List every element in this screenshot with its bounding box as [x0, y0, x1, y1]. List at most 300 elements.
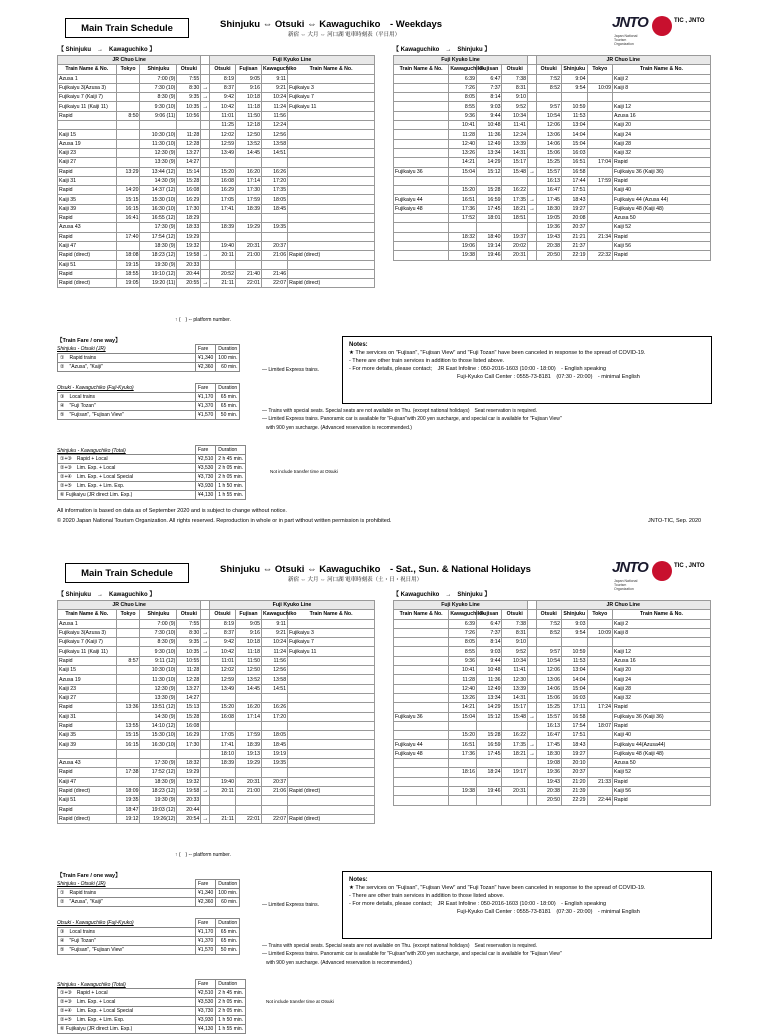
table-cell [209, 158, 235, 167]
table-cell: 17:45 [536, 195, 562, 204]
table-cell: 17:05 [209, 731, 235, 740]
footer-line-1: All information is based on data as of September 2020 and is subject to change without notice. [57, 508, 287, 514]
column-header-row [58, 65, 375, 74]
table-cell: 14:45 [235, 148, 261, 157]
table-cell: Kaiji 35 [58, 195, 117, 204]
platform-note: ↑ ( ) -- platform number. [175, 317, 231, 323]
table-cell [262, 158, 288, 167]
table-cell [116, 628, 140, 637]
fare-duration: 100 min. [216, 889, 240, 898]
column-header: Train Name & No. [613, 65, 711, 74]
table-cell [288, 796, 375, 805]
table-cell [536, 93, 562, 102]
table-cell [587, 749, 613, 758]
table-cell: 11:01 [209, 111, 235, 120]
table-cell: 17:59 [235, 195, 261, 204]
table-cell: 19:05 [536, 214, 562, 223]
fare-row [58, 482, 246, 491]
column-header: Tokyo [587, 610, 613, 619]
column-header [528, 65, 537, 74]
table-cell: Kaiji 15 [58, 130, 117, 139]
column-header: Otsuki [502, 610, 528, 619]
table-cell [476, 223, 502, 232]
table-cell: 19:08 [536, 759, 562, 768]
table-cell [235, 214, 261, 223]
table-cell: 9:54 [562, 83, 588, 92]
table-cell: 17:35 [262, 186, 288, 195]
table-cell: Kaiji 2 [613, 619, 711, 628]
table-cell: Rapid [58, 768, 117, 777]
table-cell [394, 232, 449, 241]
transfer-arrow-icon: → [529, 741, 535, 748]
column-header: Otsuki [177, 65, 201, 74]
table-cell: 18:30 [536, 204, 562, 213]
table-cell: 17:52 [449, 214, 477, 223]
table-cell [528, 666, 537, 675]
fare-header-row [58, 919, 240, 928]
table-cell: 15:17 [502, 158, 528, 167]
table-cell: 13:30 (9) [140, 693, 177, 702]
table-cell [116, 121, 140, 130]
table-cell [394, 83, 449, 92]
table-cell: 6:39 [449, 619, 477, 628]
weekday-down-table [57, 55, 375, 288]
jnto-wordmark: JNTO [612, 14, 648, 31]
table-cell: 16:26 [262, 167, 288, 176]
table-cell: 12:40 [449, 139, 477, 148]
fare-header: Fare [196, 384, 216, 393]
table-cell [613, 93, 711, 102]
fare-amount: ¥1,340 [196, 354, 216, 363]
table-cell: 18:39 [209, 223, 235, 232]
table-cell [201, 214, 210, 223]
table-cell [528, 721, 537, 730]
fuji-line-header: Fuji Kyuko Line [394, 56, 528, 65]
tic-logo-icon-2 [652, 561, 672, 581]
table-cell: 15:06 [536, 693, 562, 702]
table-cell: Rapid [613, 796, 711, 805]
table-row [58, 768, 375, 777]
table-cell: Rapid (direct) [288, 251, 375, 260]
table-cell: 10:41 [449, 121, 477, 130]
table-cell: 10:41 [449, 666, 477, 675]
fuji-line-header: Fuji Kyuko Line [209, 56, 374, 65]
table-cell: Fujikaiyu 11 (Kaiji 11) [58, 647, 117, 656]
table-cell [587, 768, 613, 777]
fare-amount: ¥1,370 [196, 402, 216, 411]
table-cell: 19:13 [235, 749, 261, 758]
table-cell: 15:04 [562, 139, 588, 148]
table-cell: 9:57 [536, 102, 562, 111]
table-cell: 8:05 [449, 638, 477, 647]
table-cell: 16:03 [562, 148, 588, 157]
table-cell [235, 796, 261, 805]
table-cell: 11:28 [449, 130, 477, 139]
table-row [58, 628, 375, 637]
table-cell: Rapid [58, 805, 117, 814]
table-cell: 19:46 [476, 786, 502, 795]
table-cell [201, 759, 210, 768]
table-cell [449, 759, 477, 768]
transfer-arrow-icon: → [202, 94, 209, 101]
table-cell: 18:40 [476, 232, 502, 241]
table-cell [476, 777, 502, 786]
table-cell: 9:57 [536, 647, 562, 656]
transfer-note-2: Not include transfer time at Otsuki [266, 999, 334, 1004]
table-cell [201, 176, 210, 185]
table-cell [262, 768, 288, 777]
notes-line-3: - For more details, please contact; JR East Infoline : 050-2016-1603 (10:00 - 18:00) - English speaking [349, 366, 607, 372]
table-row [58, 638, 375, 647]
table-row [58, 703, 375, 712]
table-cell: 14:20 [116, 186, 140, 195]
table-cell [528, 647, 537, 656]
table-cell: 16:08 [177, 721, 201, 730]
table-cell: 12:49 [476, 684, 502, 693]
table-cell [528, 121, 537, 130]
table-cell [201, 74, 210, 83]
table-cell: Rapid [58, 214, 117, 223]
table-cell [613, 638, 711, 647]
table-cell [587, 93, 613, 102]
table-cell: 11:50 [235, 656, 261, 665]
table-cell: Fujikaiyu 7 (Kaiji 7) [58, 93, 117, 102]
table-cell: 19:12 [116, 814, 140, 823]
table-cell [201, 186, 210, 195]
table-cell: 16:51 [449, 740, 477, 749]
fare-row [58, 946, 240, 955]
table-row [394, 693, 711, 702]
table-cell [587, 204, 613, 213]
table-row [58, 740, 375, 749]
table-cell [587, 102, 613, 111]
table-cell: 20:55 [177, 279, 201, 288]
table-cell: Kaiji 27 [58, 158, 117, 167]
table-cell [288, 158, 375, 167]
table-cell: Kaiji 12 [613, 647, 711, 656]
table-cell: Kaiji 39 [58, 204, 117, 213]
table-cell: 11:56 [262, 111, 288, 120]
tic-label-2: TIC , JNTO [674, 563, 705, 569]
transfer-arrow-icon: → [529, 713, 535, 720]
table-cell: Rapid (direct) [288, 814, 375, 823]
table-cell: 15:57 [536, 167, 562, 176]
table-cell [528, 214, 537, 223]
table-cell: 18:30 [536, 749, 562, 758]
table-cell: 21:06 [262, 251, 288, 260]
fare-row [58, 491, 246, 500]
table-cell [394, 130, 449, 139]
table-cell: 10:30 (10) [140, 666, 177, 675]
table-cell: Kaiji 52 [613, 768, 711, 777]
table-cell: 19:06 [449, 241, 477, 250]
table-cell [209, 693, 235, 702]
table-cell [116, 749, 140, 758]
table-row [58, 647, 375, 656]
table-cell [394, 74, 449, 83]
jr-line-header: JR Chuo Line [58, 56, 201, 65]
table-cell: Fujikaiyu 3(Azusa 3) [58, 628, 117, 637]
fare-sub-total: Shinjuku - Kawaguchiko (Total) [57, 448, 126, 454]
table-cell: Kaiji 23 [58, 148, 117, 157]
table-row [58, 121, 375, 130]
table-cell: 20:37 [562, 223, 588, 232]
column-header: Otsuki [536, 65, 562, 74]
table-cell: 17:14 [235, 176, 261, 185]
table-cell: 11:30 (10) [140, 139, 177, 148]
table-cell: Fujikaiyu 7 (Kaiji 7) [58, 638, 117, 647]
fare-row [58, 898, 240, 907]
table-cell [587, 684, 613, 693]
column-header: Otsuki [177, 610, 201, 619]
column-header: Train Name & No. [288, 610, 375, 619]
table-cell: 8:30 [177, 628, 201, 637]
table-cell: 15:30 (10) [140, 195, 177, 204]
table-cell: 20:37 [562, 768, 588, 777]
duration-header: Duration [216, 919, 240, 928]
footer-credit: JNTO-TIC, Sep. 2020 [648, 518, 702, 524]
table-cell [528, 693, 537, 702]
table-cell [587, 666, 613, 675]
table-cell: Rapid [58, 269, 117, 278]
transfer-note: Not include transfer time at Otsuki [270, 469, 338, 474]
table-cell: 7:26 [449, 83, 477, 92]
tic-label: TIC , JNTO [674, 18, 705, 24]
table-cell: 19:19 [262, 749, 288, 758]
table-row [58, 111, 375, 120]
table-cell: 18:21 [502, 204, 528, 213]
fare-route: ②+③ Lim. Exp. + Local [58, 464, 196, 473]
table-cell [587, 656, 613, 665]
table-row [58, 139, 375, 148]
table-cell [177, 121, 201, 130]
table-cell: 8:52 [536, 83, 562, 92]
transfer-arrow-icon: → [529, 196, 535, 203]
fare-amount: ¥1,340 [196, 889, 216, 898]
table-cell: 10:35 [177, 102, 201, 111]
table-row [394, 195, 711, 204]
table-cell: 10:34 [502, 111, 528, 120]
line-header-row [394, 601, 711, 610]
table-cell: 21:21 [562, 232, 588, 241]
table-cell: 16:08 [209, 176, 235, 185]
fare-amount: ¥2,360 [196, 898, 216, 907]
fare-duration: 1 h 50 min. [216, 1016, 246, 1025]
table-cell: 19:05 [116, 279, 140, 288]
table-cell: Kaiji 15 [58, 666, 117, 675]
table-cell: 11:36 [476, 130, 502, 139]
table-cell: 21:20 [562, 777, 588, 786]
table-row [58, 814, 375, 823]
table-cell: 14:27 [177, 158, 201, 167]
table-row [394, 232, 711, 241]
special-note-3: with 900 yen surcharge. (Advanced reservation is recommended.) [266, 425, 412, 431]
table-cell [394, 628, 449, 637]
fare-sub-total-2: Shinjuku - Kawaguchiko (Total) [57, 982, 126, 988]
line-header-row [394, 56, 711, 65]
limited-note-text: Limited Express trains. [268, 367, 319, 373]
fare-header-row [58, 980, 246, 989]
table-cell: 13:30 (9) [140, 158, 177, 167]
table-cell [288, 703, 375, 712]
table-cell [394, 214, 449, 223]
table-cell [528, 93, 537, 102]
table-cell: 8:37 [209, 83, 235, 92]
table-row [394, 74, 711, 83]
table-cell [394, 121, 449, 130]
line-header-row [58, 601, 375, 610]
table-cell: 22:29 [562, 796, 588, 805]
fare-row [58, 889, 240, 898]
table-cell: 11:18 [235, 102, 261, 111]
table-cell: 9:11 [262, 74, 288, 83]
table-cell [449, 777, 477, 786]
table-cell: 19:32 [177, 777, 201, 786]
table-cell: 6:39 [449, 74, 477, 83]
fare-duration: 2 h 45 min. [216, 455, 246, 464]
table-cell [201, 721, 210, 730]
table-cell [288, 749, 375, 758]
table-cell [116, 712, 140, 721]
table-row [58, 204, 375, 213]
table-cell: 8:19 [209, 619, 235, 628]
table-cell: 16:30 (10) [140, 740, 177, 749]
table-cell [209, 232, 235, 241]
table-cell: 20:38 [536, 786, 562, 795]
fare-header-blank [58, 919, 196, 928]
table-cell: 9:04 [562, 74, 588, 83]
table-cell [116, 638, 140, 647]
table-cell [140, 121, 177, 130]
table-cell [528, 251, 537, 260]
table-cell [394, 731, 449, 740]
table-cell: Fujikaiyu 36 [394, 167, 449, 176]
table-row [394, 628, 711, 637]
table-cell: 13:06 [536, 130, 562, 139]
special-note-2b-text: Limited Express trains. Panoramic car is available for "Fujisan"with 200 yen surcharge, and special car is available for "Fujisan View" [268, 951, 562, 957]
table-row [394, 684, 711, 693]
table-cell: 13:55 [116, 721, 140, 730]
table-cell: 17:04 [587, 158, 613, 167]
table-cell: Kaiji 32 [613, 148, 711, 157]
table-cell: 9:52 [502, 102, 528, 111]
fare-amount: ¥2,360 [196, 363, 216, 372]
table-cell: 9:03 [562, 619, 588, 628]
table-cell: Kaiji 2 [613, 74, 711, 83]
duration-header: Duration [216, 345, 240, 354]
table-cell: 14:30 (9) [140, 176, 177, 185]
duration-header: Duration [216, 446, 246, 455]
table-cell: 17:51 [562, 186, 588, 195]
table-cell [288, 619, 375, 628]
transfer-arrow-icon: → [202, 639, 209, 646]
table-row [394, 130, 711, 139]
column-header: Shinjuku [563, 611, 586, 618]
table-cell: 8:50 [116, 111, 140, 120]
table-cell [201, 712, 210, 721]
table-cell: 11:41 [502, 666, 528, 675]
fare-header-blank [58, 345, 196, 354]
table-cell [201, 195, 210, 204]
table-cell: 9:35 [177, 638, 201, 647]
table-cell: 16:47 [536, 731, 562, 740]
table-cell: 19:30 (9) [140, 260, 177, 269]
table-cell: 12:28 [177, 675, 201, 684]
fare-route: ⑥ Fujikaiyu (JR direct Lim. Exp.) [58, 491, 196, 500]
table-cell: 20:37 [262, 241, 288, 250]
table-cell: 20:44 [177, 805, 201, 814]
table-cell: Fujikaiyu 11 [288, 647, 375, 656]
table-cell [288, 777, 375, 786]
table-cell: 14:30 (9) [140, 712, 177, 721]
table-cell [394, 684, 449, 693]
table-cell: 18:30 (9) [140, 777, 177, 786]
table-cell: 8:31 [502, 83, 528, 92]
table-cell: 11:41 [502, 121, 528, 130]
table-cell [562, 93, 588, 102]
direction-up-label: 【 Kawaguchiko → Shinjuku 】 [393, 47, 491, 53]
table-cell: Rapid [58, 656, 117, 665]
table-cell: 17:51 [562, 731, 588, 740]
table-cell: 10:54 [536, 656, 562, 665]
table-cell [394, 638, 449, 647]
column-header: Kawaguchiko [263, 66, 297, 73]
table-cell: 9:11 (12) [140, 656, 177, 665]
table-cell: 17:59 [235, 731, 261, 740]
table-cell: 17:30 [177, 204, 201, 213]
fare-duration: 50 min. [216, 411, 240, 420]
table-row [394, 749, 711, 758]
table-cell: 19:30 (9) [140, 796, 177, 805]
fare-header: Fare [196, 880, 216, 889]
table-cell [288, 204, 375, 213]
table-cell [201, 693, 210, 702]
fuji-line-header: Fuji Kyuko Line [394, 601, 528, 610]
table-cell [288, 666, 375, 675]
table-cell: 15:15 [116, 195, 140, 204]
table-cell [502, 777, 528, 786]
jnto-subtext: Japan National Tourism Organization [614, 34, 638, 46]
duration-header: Duration [216, 980, 246, 989]
table-cell [587, 647, 613, 656]
table-cell: 9:35 [177, 93, 201, 102]
fare-fk-table-2 [57, 918, 240, 955]
table-cell: 18:08 [116, 251, 140, 260]
jr-line-header: JR Chuo Line [536, 56, 711, 65]
table-cell [288, 214, 375, 223]
fare-route: ②+⑤ Lim. Exp. + Lim. Exp. [58, 1016, 196, 1025]
fare-sub-fk-2: Otsuki - Kawaguchiko (Fuji-Kyuko) [57, 920, 134, 926]
table-cell: Azusa 1 [58, 619, 117, 628]
table-cell: 20:31 [235, 777, 261, 786]
fare-duration: 60 min. [216, 898, 240, 907]
fare-amount: ¥3,530 [196, 998, 216, 1007]
table-cell: 13:58 [262, 675, 288, 684]
table-row [58, 214, 375, 223]
column-header: Otsuki [536, 610, 562, 619]
table-cell: 9:42 [209, 93, 235, 102]
table-cell: Kaiji 23 [58, 684, 117, 693]
table-cell [394, 768, 449, 777]
table-cell: 16:29 [177, 195, 201, 204]
table-row [394, 148, 711, 157]
table-cell [58, 749, 117, 758]
table-cell [201, 167, 210, 176]
fare-jr-table-2 [57, 879, 240, 907]
table-cell: Kaiji 47 [58, 241, 117, 250]
table-cell [116, 759, 140, 768]
table-cell: 9:30 (10) [140, 102, 177, 111]
